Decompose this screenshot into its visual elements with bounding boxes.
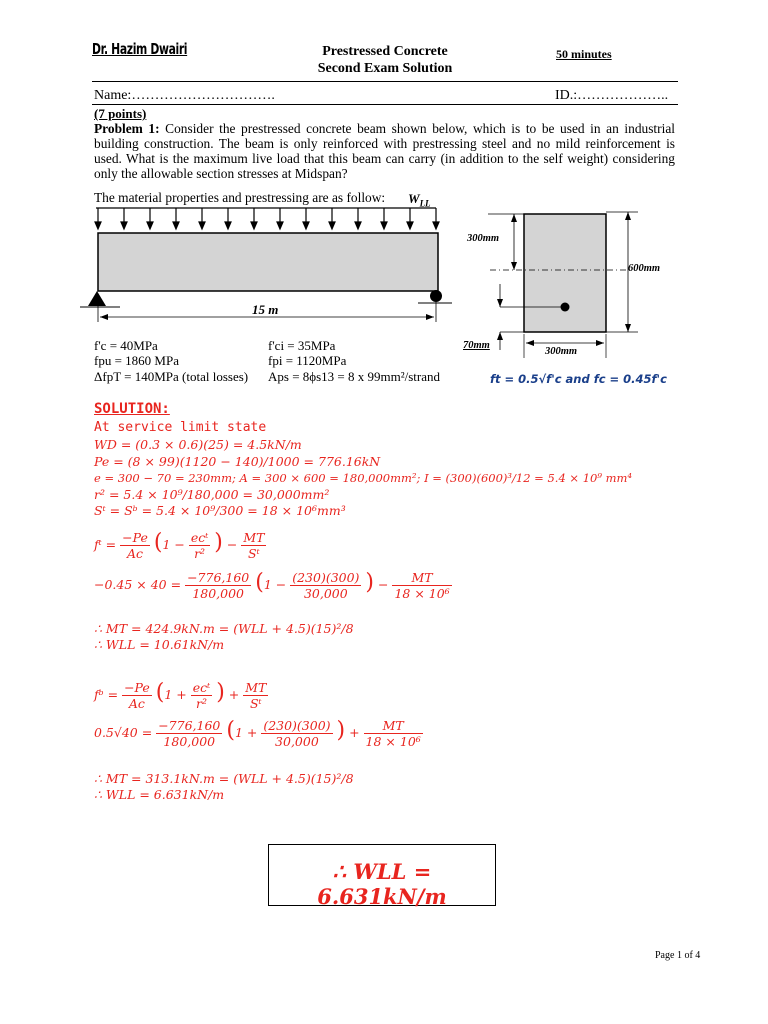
load-arrow-head <box>95 222 101 229</box>
load-arrow-head <box>303 222 309 229</box>
problem-statement <box>94 121 675 181</box>
eq-prestress-force: Pe = (8 × 99)(1120 − 140)/1000 = 776.16kN <box>94 454 381 469</box>
prop-fci: f'ci = 35MPa <box>268 338 336 353</box>
roller-support <box>430 290 442 302</box>
eq-wll-bottom: ∴ WLL = 6.631kN/m <box>94 787 225 802</box>
load-arrow-head <box>381 222 387 229</box>
cross-section <box>470 200 670 360</box>
load-label: $W_{LL}$ <box>408 191 431 209</box>
eq-moment-bottom: ∴ MT = 313.1kN.m = (WLL + 4.5)(15)²/8 <box>94 771 354 786</box>
header-divider <box>92 81 678 82</box>
load-arrow-head <box>199 222 205 229</box>
load-arrow-head <box>329 222 335 229</box>
load-arrow-head <box>225 222 231 229</box>
eq-ft-numeric: −0.45 × 40 = $\frac{-776,160}{180,000}$ (1 − $\frac{(230)(300)}{30,000}$ ) − $\frac{MT}{\text{18 × 10⁶}}$ <box>94 570 450 601</box>
prop-aps: Aps = 8ϕs13 = 8 x 99mm²/strand <box>268 369 441 384</box>
load-arrow-head <box>251 222 257 229</box>
beam-body <box>98 233 438 291</box>
author-name: Dr. Hazim Dwairi <box>92 40 188 58</box>
load-arrow-head <box>407 222 413 229</box>
eq-section-props: e = 300 − 70 = 230mm; A = 300 × 600 = 180,000mm²; I = (300)(600)³/12 = 5.4 × 10⁹ mm⁴ <box>94 471 633 485</box>
section-rect <box>524 214 606 332</box>
page-number: Page 1 of 4 <box>655 950 701 961</box>
doc-subtitle: Second Exam Solution <box>317 61 453 76</box>
solution-heading: SOLUTION: <box>94 401 170 417</box>
service-state: At service limit state <box>94 420 267 435</box>
eq-section-modulus: Sᵗ = Sᵇ = 5.4 × 10⁹/300 = 18 × 10⁶mm³ <box>94 503 346 518</box>
span-label: 15 m <box>252 302 279 317</box>
load-arrows <box>95 208 439 229</box>
eq-wll-top: ∴ WLL = 10.61kN/m <box>94 637 225 652</box>
prop-fpu: fpu = 1860 MPa <box>94 353 179 368</box>
load-arrow-head <box>121 222 127 229</box>
eq-fb-numeric: 0.5√40 = $\frac{-776,160}{180,000}$ (1 + $\frac{(230)(300)}{30,000}$ ) + $\frac{MT}{\text{18 × 10⁶}}$ <box>94 718 421 749</box>
duration: 50 minutes <box>556 47 612 61</box>
prop-fpi: fpi = 1120MPa <box>268 353 347 368</box>
dim-600: 600mm <box>628 263 661 274</box>
problem-points: (7 points) <box>94 106 147 121</box>
name-divider <box>92 104 678 105</box>
eq-fb-general: fᵇ = $\frac{-Pe}{Ac}$ (1 + $\frac{\text{ecᵗ}}{\text{r²}}$ ) + $\frac{MT}{\text{Sᵗ}}$ <box>94 680 267 711</box>
load-arrow-head <box>355 222 361 229</box>
eq-self-weight: WD = (0.3 × 0.6)(25) = 4.5kN/m <box>94 437 302 452</box>
eq-ft-general: fᵗ = $\frac{-Pe}{Ac}$ (1 − $\frac{\text{ecᵗ}}{\text{r²}}$ ) − $\frac{MT}{\text{Sᵗ}}$ <box>94 530 265 561</box>
load-arrow-head <box>433 222 439 229</box>
eq-radius-gyration: r² = 5.4 × 10⁹/180,000 = 30,000mm² <box>94 487 330 502</box>
allowable-stress-formula: ft = 0.5√f'c and fc = 0.45f'c <box>490 372 667 386</box>
load-arrow-head <box>173 222 179 229</box>
materials-intro: The material properties and prestressing are as follow: <box>94 190 386 205</box>
load-arrow-head <box>277 222 283 229</box>
name-field: Name:…………………………. <box>94 88 275 103</box>
id-field: ID.:……………….. <box>555 88 669 103</box>
dim-300-top: 300mm <box>467 233 500 244</box>
doc-title: Prestressed Concrete <box>322 44 448 59</box>
prop-dfpt: ΔfpT = 140MPa (total losses) <box>94 369 249 384</box>
eq-moment-top: ∴ MT = 424.9kN.m = (WLL + 4.5)(15)²/8 <box>94 621 354 636</box>
final-answer: ∴ WLL = 6.631kN/m <box>317 859 447 909</box>
problem-label: Problem 1: <box>94 121 160 136</box>
prop-fc: f'c = 40MPa <box>94 338 158 353</box>
pin-support <box>88 291 106 306</box>
dim-70: 70mm <box>463 340 490 351</box>
final-answer-box <box>268 844 496 909</box>
dim-300-width: 300mm <box>545 346 578 357</box>
problem-text: Consider the prestressed concrete beam shown below, which is to be used in an industrial building construction. The beam is only reinforced with prestressing steel and no mild reinforcement is used. What is the maximum live load that this beam can carry (in addition to the self weight) considering only the allowable section stresses at Midspan? <box>94 121 675 181</box>
load-arrow-head <box>147 222 153 229</box>
